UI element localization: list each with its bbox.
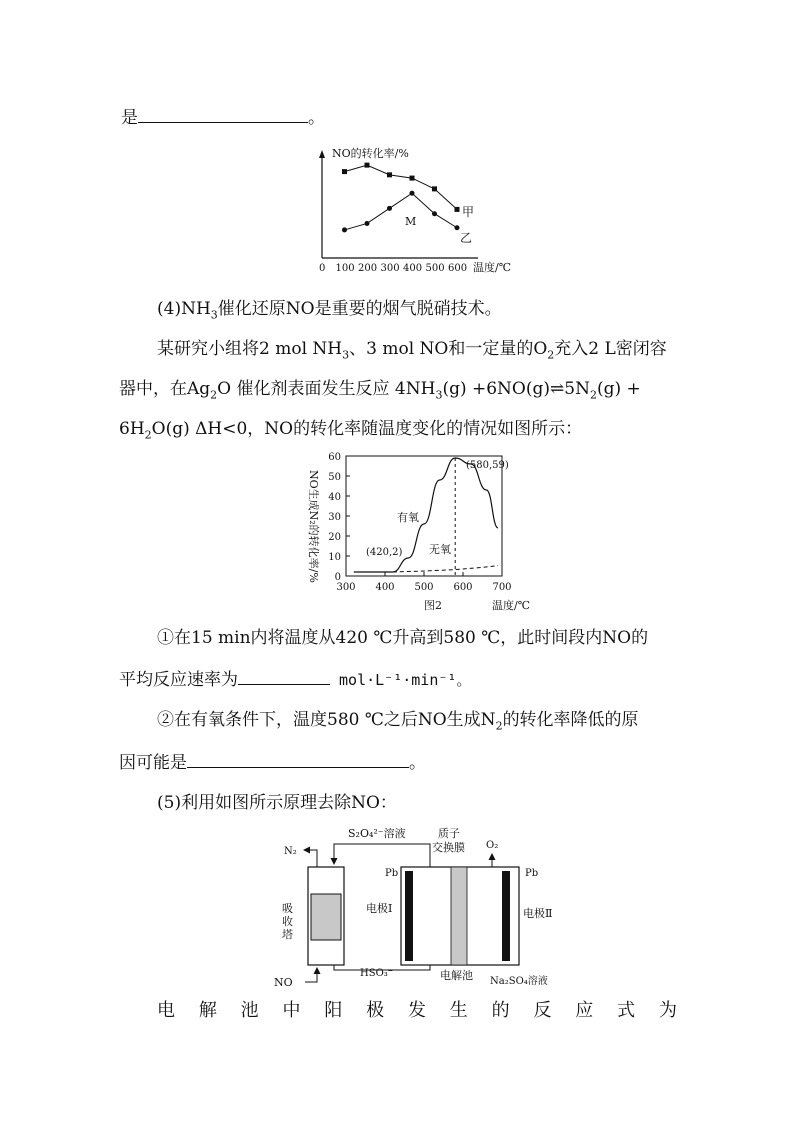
line1-prefix: 是 [121, 108, 138, 128]
s4-a: (4)NH [157, 299, 211, 319]
n2-outlet-arrow [304, 850, 317, 867]
answer-line-1 [121, 106, 325, 129]
no-inlet-arrow [305, 968, 317, 982]
electrode-1-label: 电极Ⅰ [366, 902, 393, 915]
no-label: NO [274, 976, 293, 989]
final-line-char: 电 [157, 1000, 175, 1021]
p1-c: 充入2 L密闭容 [554, 339, 667, 359]
chart1-point-circle [342, 227, 347, 232]
tower-label-2: 收 [282, 915, 293, 928]
final-line-char: 池 [240, 1000, 259, 1021]
final-line-char: 阳 [324, 1000, 343, 1021]
chart1-series-line-1 [345, 193, 458, 230]
chart1-series-label-yi: 乙 [460, 231, 473, 245]
q1-b: mol·L⁻¹·min⁻¹。 [330, 671, 472, 689]
p1-a-sub: 3 [342, 348, 350, 362]
chart-1 [300, 140, 530, 278]
chart2-caption: 图2 [424, 599, 442, 612]
cell-label: 电解池 [440, 969, 473, 982]
chart1-series-label-jia: 甲 [462, 205, 475, 219]
electrolysis-diagram [268, 824, 598, 992]
chart1-x-ticks [336, 263, 468, 274]
p3-a: 6H [119, 419, 145, 439]
chart2-x-tick-label: 500 [414, 582, 434, 593]
chart1-point-circle [432, 211, 437, 216]
final-line-char: 生 [449, 1000, 468, 1021]
chart-2 [290, 448, 550, 618]
pb-right-label: Pb [525, 868, 539, 879]
pb-left-label: Pb [385, 868, 399, 879]
electrode-1-plate [405, 871, 413, 961]
hso3-label: HSO₃⁻ [360, 968, 394, 979]
question2-line1 [157, 709, 639, 737]
chart1-y-arrow [319, 150, 325, 158]
chart2-label-no-oxygen: 无氧 [429, 543, 451, 556]
chart1-x-tick-label: 600 [448, 263, 468, 274]
membrane-label-2: 交换膜 [432, 841, 465, 854]
chart1-point-circle [387, 206, 392, 211]
chart1-point-square [410, 176, 415, 181]
tower-packing [311, 894, 341, 940]
p2-b-sub: 3 [435, 388, 443, 402]
na2so4-label: Na₂SO₄溶液 [490, 976, 548, 987]
chart1-x-tick-label: 500 [425, 263, 445, 274]
final-question-line [157, 999, 677, 1023]
p2-e: (g) + [596, 379, 641, 399]
chart1-point-square [432, 186, 437, 191]
electrode-2-label: 电极Ⅱ [523, 907, 553, 920]
chart2-series-no-oxygen [393, 566, 498, 572]
answer-blank-rate[interactable] [238, 668, 330, 685]
final-line-char: 解 [198, 1000, 217, 1021]
s2o4-label: S₂O₄²⁻溶液 [348, 827, 406, 840]
question1-line1: ①在15 min内将温度从420 ℃升高到580 ℃，此时间段内NO的 [157, 628, 649, 648]
chart2-xlabel: 温度/℃ [492, 599, 531, 612]
membrane-label-1: 质子 [438, 827, 460, 840]
p2-c: (g) +6NO(g) [442, 379, 551, 399]
chart2-y-tick-label: 20 [328, 532, 341, 543]
chart2-y-tick-label: 60 [328, 452, 341, 463]
section4-heading [157, 298, 502, 326]
chart2-y-tick-label: 40 [328, 492, 341, 503]
p3-a-sub: 2 [144, 428, 152, 442]
chart1-point-square [455, 207, 460, 212]
chart1-point-m: M [405, 215, 417, 228]
electrode-2-plate [502, 871, 510, 961]
chart1-ylabel: NO的转化率/% [332, 147, 409, 160]
chart2-y-tick-label: 10 [328, 552, 341, 563]
p3-b: O(g) ΔH<0，NO的转化率随温度变化的情况如图所示： [151, 419, 583, 439]
final-line-char: 应 [575, 1000, 594, 1021]
p1-b-sub: 2 [547, 348, 555, 362]
tower-label-3: 塔 [282, 928, 293, 941]
q2-c: 因可能是 [119, 753, 187, 773]
chart2-y-tick-label: 0 [334, 572, 341, 583]
question1-line2 [119, 668, 471, 691]
chart1-point-circle [410, 191, 415, 196]
p2-a: 器中，在Ag [119, 379, 211, 399]
s2o4-return-arrow [334, 844, 430, 867]
p2-b: O 催化剂表面发生反应 4NH [217, 379, 436, 399]
p1-a: 某研究小组将2 mol NH [157, 339, 343, 359]
chart2-x-tick-label: 400 [375, 582, 395, 593]
chart2-y-ticks [328, 452, 350, 583]
chart1-series-line-0 [345, 165, 458, 209]
proton-exchange-membrane [451, 867, 467, 965]
chart1-x-tick-label: 200 [358, 263, 378, 274]
p2-d-sub: 2 [589, 388, 597, 402]
chart2-series [354, 458, 498, 576]
chart2-label-oxygen: 有氧 [397, 511, 419, 524]
chart2-ylabel: NO生成N₂的转化率/% [307, 470, 320, 583]
o2-label: O₂ [486, 840, 499, 851]
chart1-series [342, 163, 460, 233]
p2-a-sub: 2 [210, 388, 218, 402]
chart2-y-tick-label: 50 [328, 472, 341, 483]
chart1-x-tick-label: 100 [335, 263, 355, 274]
chart1-point-square [365, 163, 370, 168]
final-line-char: 中 [282, 1000, 301, 1021]
s4-sub: 3 [210, 308, 218, 322]
q1-a: 平均反应速率为 [119, 670, 238, 690]
chart2-x-tick-label: 600 [453, 582, 473, 593]
final-line-char: 的 [491, 1000, 510, 1021]
question2-line2 [119, 751, 426, 774]
s4-rest: 催化还原NO是重要的烟气脱硝技术。 [217, 299, 502, 319]
q2-sub: 2 [495, 719, 503, 733]
chart2-frame [346, 456, 502, 576]
chart1-x-tick-label: 300 [380, 263, 400, 274]
chart1-origin: 0 [319, 263, 326, 274]
final-line-char: 为 [658, 1000, 677, 1021]
chart1-xlabel: 温度/℃ [473, 261, 512, 274]
answer-blank-1[interactable] [138, 106, 308, 123]
chart2-y-tick-label: 30 [328, 512, 341, 523]
chart1-point-circle [365, 221, 370, 226]
line1-suffix: 。 [308, 108, 325, 128]
chart1-point-square [342, 169, 347, 174]
final-line-char: 极 [366, 1000, 385, 1021]
q2-a: ②在有氧条件下，温度580 ℃之后NO生成N [157, 710, 496, 730]
n2-label: N₂ [284, 846, 297, 857]
tower-label-1: 吸 [282, 902, 293, 915]
chart2-point-a: (420,2) [366, 547, 403, 558]
chart1-x-tick-label: 400 [403, 263, 423, 274]
chart1-point-square [387, 172, 392, 177]
paragraph-line-3 [119, 418, 582, 446]
final-line-char: 发 [407, 1000, 426, 1021]
final-line-char: 反 [533, 1000, 552, 1021]
final-line-char: 式 [617, 1000, 636, 1021]
chart1-point-circle [455, 225, 460, 230]
chart2-x-tick-label: 300 [336, 582, 356, 593]
chart2-x-ticks [336, 572, 511, 593]
p2-d: 5N [564, 379, 590, 399]
chart2-x-tick-label: 700 [492, 582, 512, 593]
p1-b: 、3 mol NO和一定量的O [349, 339, 548, 359]
section5-heading: (5)利用如图所示原理去除NO： [157, 793, 397, 813]
paragraph-line-1 [157, 338, 667, 366]
q2-b: 的转化率降低的原 [502, 710, 639, 730]
equilibrium-arrow: ⇌ [550, 379, 565, 399]
answer-blank-reason[interactable] [187, 751, 409, 768]
paragraph-line-2 [119, 378, 641, 406]
q2-d: 。 [409, 753, 426, 773]
chart2-point-b: (580,59) [466, 460, 509, 471]
